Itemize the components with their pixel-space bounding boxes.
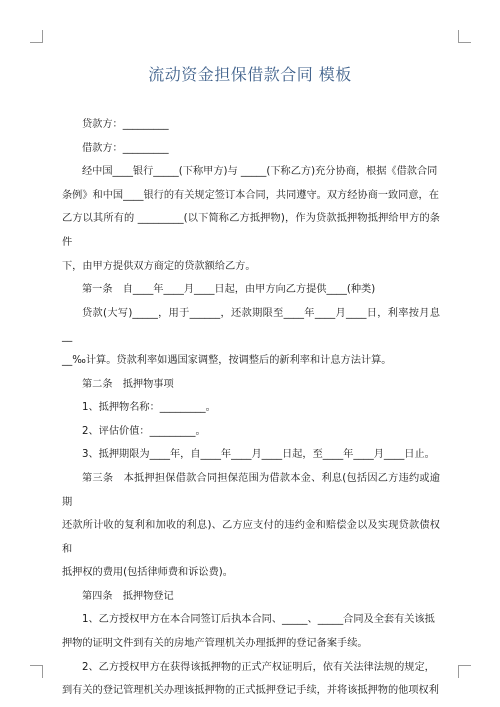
- article-4-item-1-line-1: 1、乙方授权甲方在本合同签订后执本合同、_____、_____合同及全套有关该抵: [82, 614, 435, 626]
- article-4-item-2-line-2: 到有关的登记管理机关办理该抵押物的正式抵押登记手续，并将该抵押物的他项权利: [62, 685, 439, 697]
- intro-line-4: 下，由甲方提供双方商定的贷款额给乙方。: [62, 260, 256, 272]
- intro-line-1: 经中国____银行_____(下称甲方)与 _____(下称乙方)充分协商，根据《借款合同: [82, 166, 438, 178]
- intro-line-3: 乙方以其所有的 _________(以下简称乙方抵押物)，作为贷款抵押物抵押给甲方的条件: [62, 213, 440, 248]
- article-4-item-1-line-2: 押物的证明文件到有关的房地产管理机关办理抵押的登记备案手续。: [62, 638, 368, 650]
- article-1-line-1: 第一条 自____年____月____日起，由甲方向乙方提供____(种类): [82, 284, 376, 296]
- article-2-item-3: 3、抵押期限为____年，自____年____月____日起，至____年____月____日止。: [82, 449, 435, 461]
- article-2-item-1: 1、抵押物名称：_________。: [82, 402, 216, 414]
- document-body: [62, 113, 440, 703]
- article-2-item-2: 2、评估价值：_________。: [82, 425, 206, 437]
- article-1-line-3: __‰计算。贷款利率如遇国家调整，按调整后的新利率和计息方法计算。: [62, 354, 392, 366]
- crop-mark-bottom-left: [30, 665, 43, 678]
- article-3-line-2: 还款所计收的复利和加收的利息)、乙方应支付的违约金和赔偿金以及实现贷款债权和: [62, 520, 440, 555]
- crop-mark-bottom-right: [458, 665, 471, 678]
- document-title: 流动资金担保借款合同 模板: [148, 65, 352, 84]
- article-2-title: 第二条 抵押物事项: [82, 378, 174, 390]
- crop-mark-top-right: [458, 30, 471, 43]
- article-3-line-1: 第三条 本抵押担保借款合同担保范围为借款本金、利息(包括因乙方违约或逾期: [62, 472, 440, 508]
- article-4-item-2-line-1: 2、乙方授权甲方在获得该抵押物的正式产权证明后，依有关法律法规的规定，: [82, 661, 435, 673]
- intro-line-2: 条例》和中国____银行的有关规定签订本合同，共同遵守。双方经协商一致同意，在: [62, 189, 439, 201]
- article-3-line-3: 抵押权的费用(包括律师费和诉讼费)。: [62, 567, 233, 579]
- article-1-line-2: 贷款(大写)_____，用于______，还款期限至____年____月____日，利率按月息__: [62, 307, 440, 343]
- crop-mark-top-left: [30, 30, 43, 43]
- borrower-line: 借款方：_________: [82, 142, 169, 154]
- article-4-title: 第四条 抵押物登记: [82, 590, 174, 602]
- lender-line: 贷款方：_________: [82, 119, 169, 130]
